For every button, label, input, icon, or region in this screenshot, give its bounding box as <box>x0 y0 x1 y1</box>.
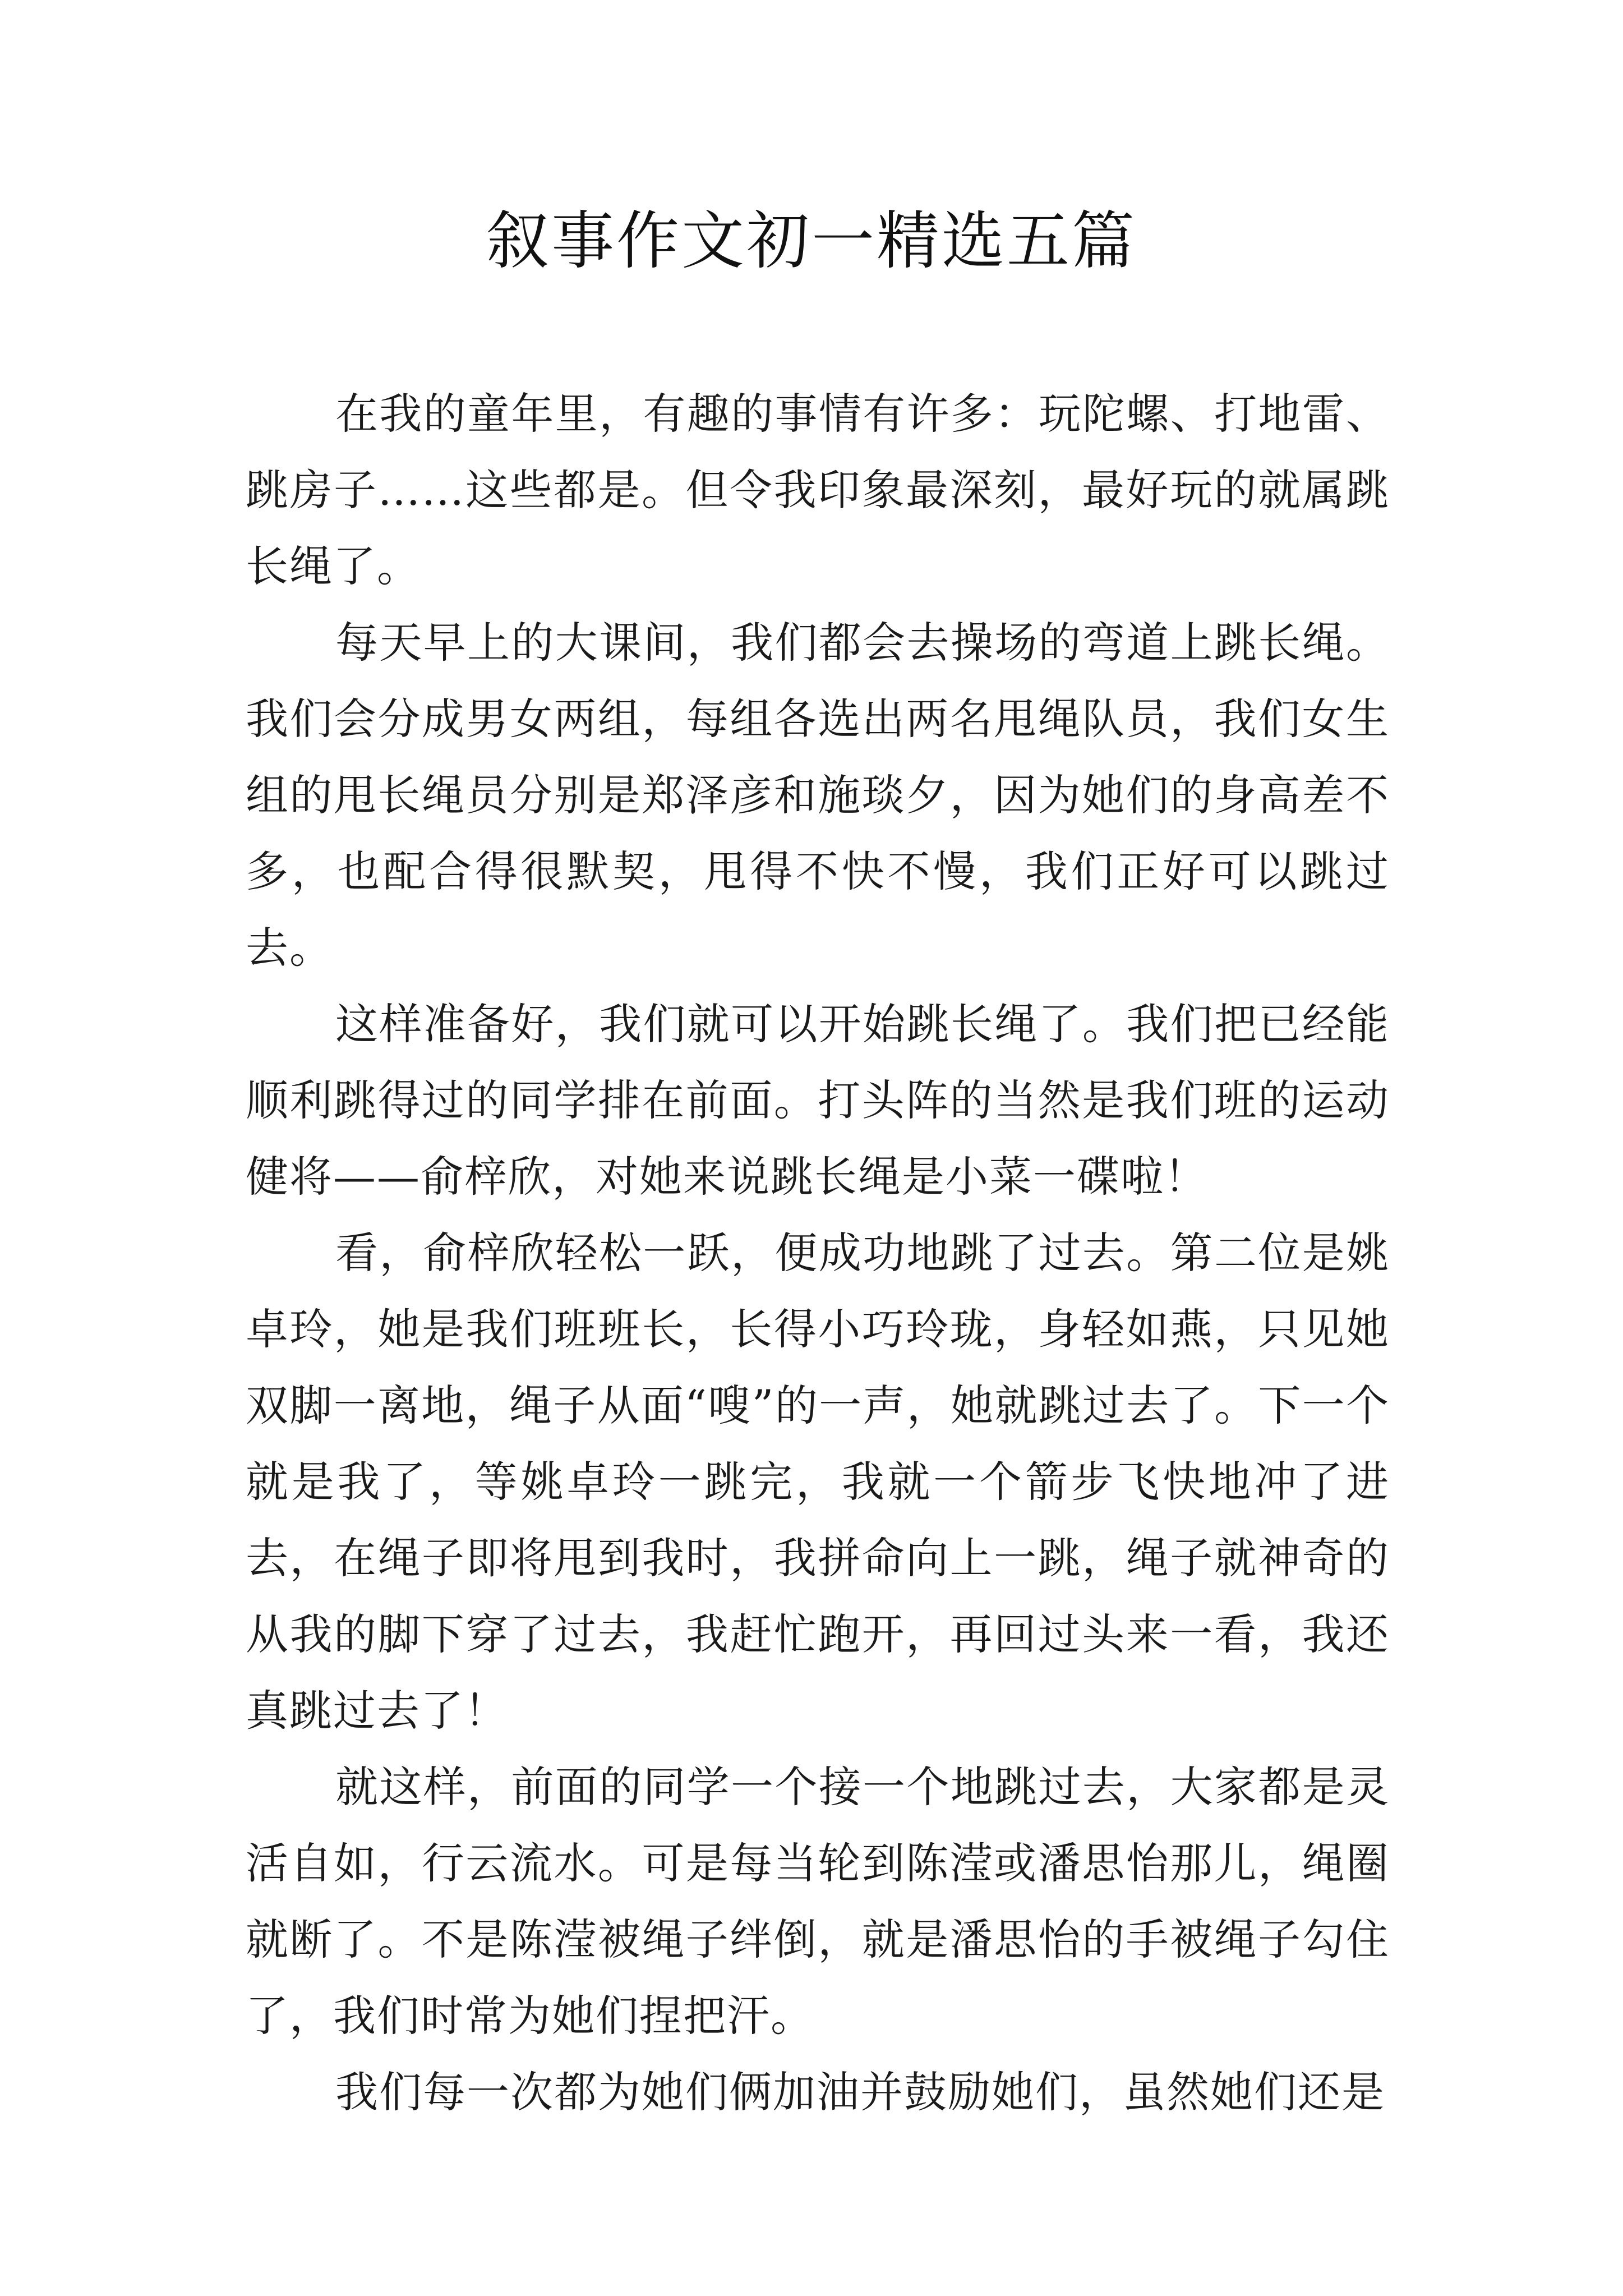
paragraph-4: 看，俞梓欣轻松一跃，便成功地跳了过去。第二位是姚卓玲，她是我们班班长，长得小巧玲珑，身轻如燕，只见她双脚一离地，绳子从面“嗖”的一声，她就跳过去了。下一个就是我了，等姚卓玲一跳完，我就一个箭步飞快地冲了进去，在绳子即将甩到我时，我拼命向上一跳，绳子就神奇的从我的脚下穿了过去，我赶忙跑开，再回过头来一看，我还真跳过去了！ <box>246 1228 1390 1736</box>
document-title: 叙事作文初一精选五篇 <box>486 205 1137 278</box>
paragraph-2: 每天早上的大课间，我们都会去操场的弯道上跳长绳。我们会分成男女两组，每组各选出两名甩绳队员，我们女生组的甩长绳员分别是郑泽彦和施琰夕，因为她们的身高差不多，也配合得很默契，甩得不快不慢，我们正好可以跳过去。 <box>246 618 1390 973</box>
document-body <box>246 376 1390 2131</box>
paragraph-6: 我们每一次都为她们俩加油并鼓励她们，虽然她们还是 <box>335 2067 1385 2117</box>
paragraph-1: 在我的童年里，有趣的事情有许多：玩陀螺、打地雷、跳房子……这些都是。但令我印象最深刻，最好玩的就属跳长绳了。 <box>246 389 1390 591</box>
paragraph-5: 就这样，前面的同学一个接一个地跳过去，大家都是灵活自如，行云流水。可是每当轮到陈滢或潘思怡那儿，绳圈就断了。不是陈滢被绳子绊倒，就是潘思怡的手被绳子勾住了，我们时常为她们捏把汗。 <box>246 1762 1390 2041</box>
paragraph-3: 这样准备好，我们就可以开始跳长绳了。我们把已经能顺利跳得过的同学排在前面。打头阵的当然是我们班的运动健将——俞梓欣，对她来说跳长绳是小菜一碟啦！ <box>246 999 1390 1202</box>
